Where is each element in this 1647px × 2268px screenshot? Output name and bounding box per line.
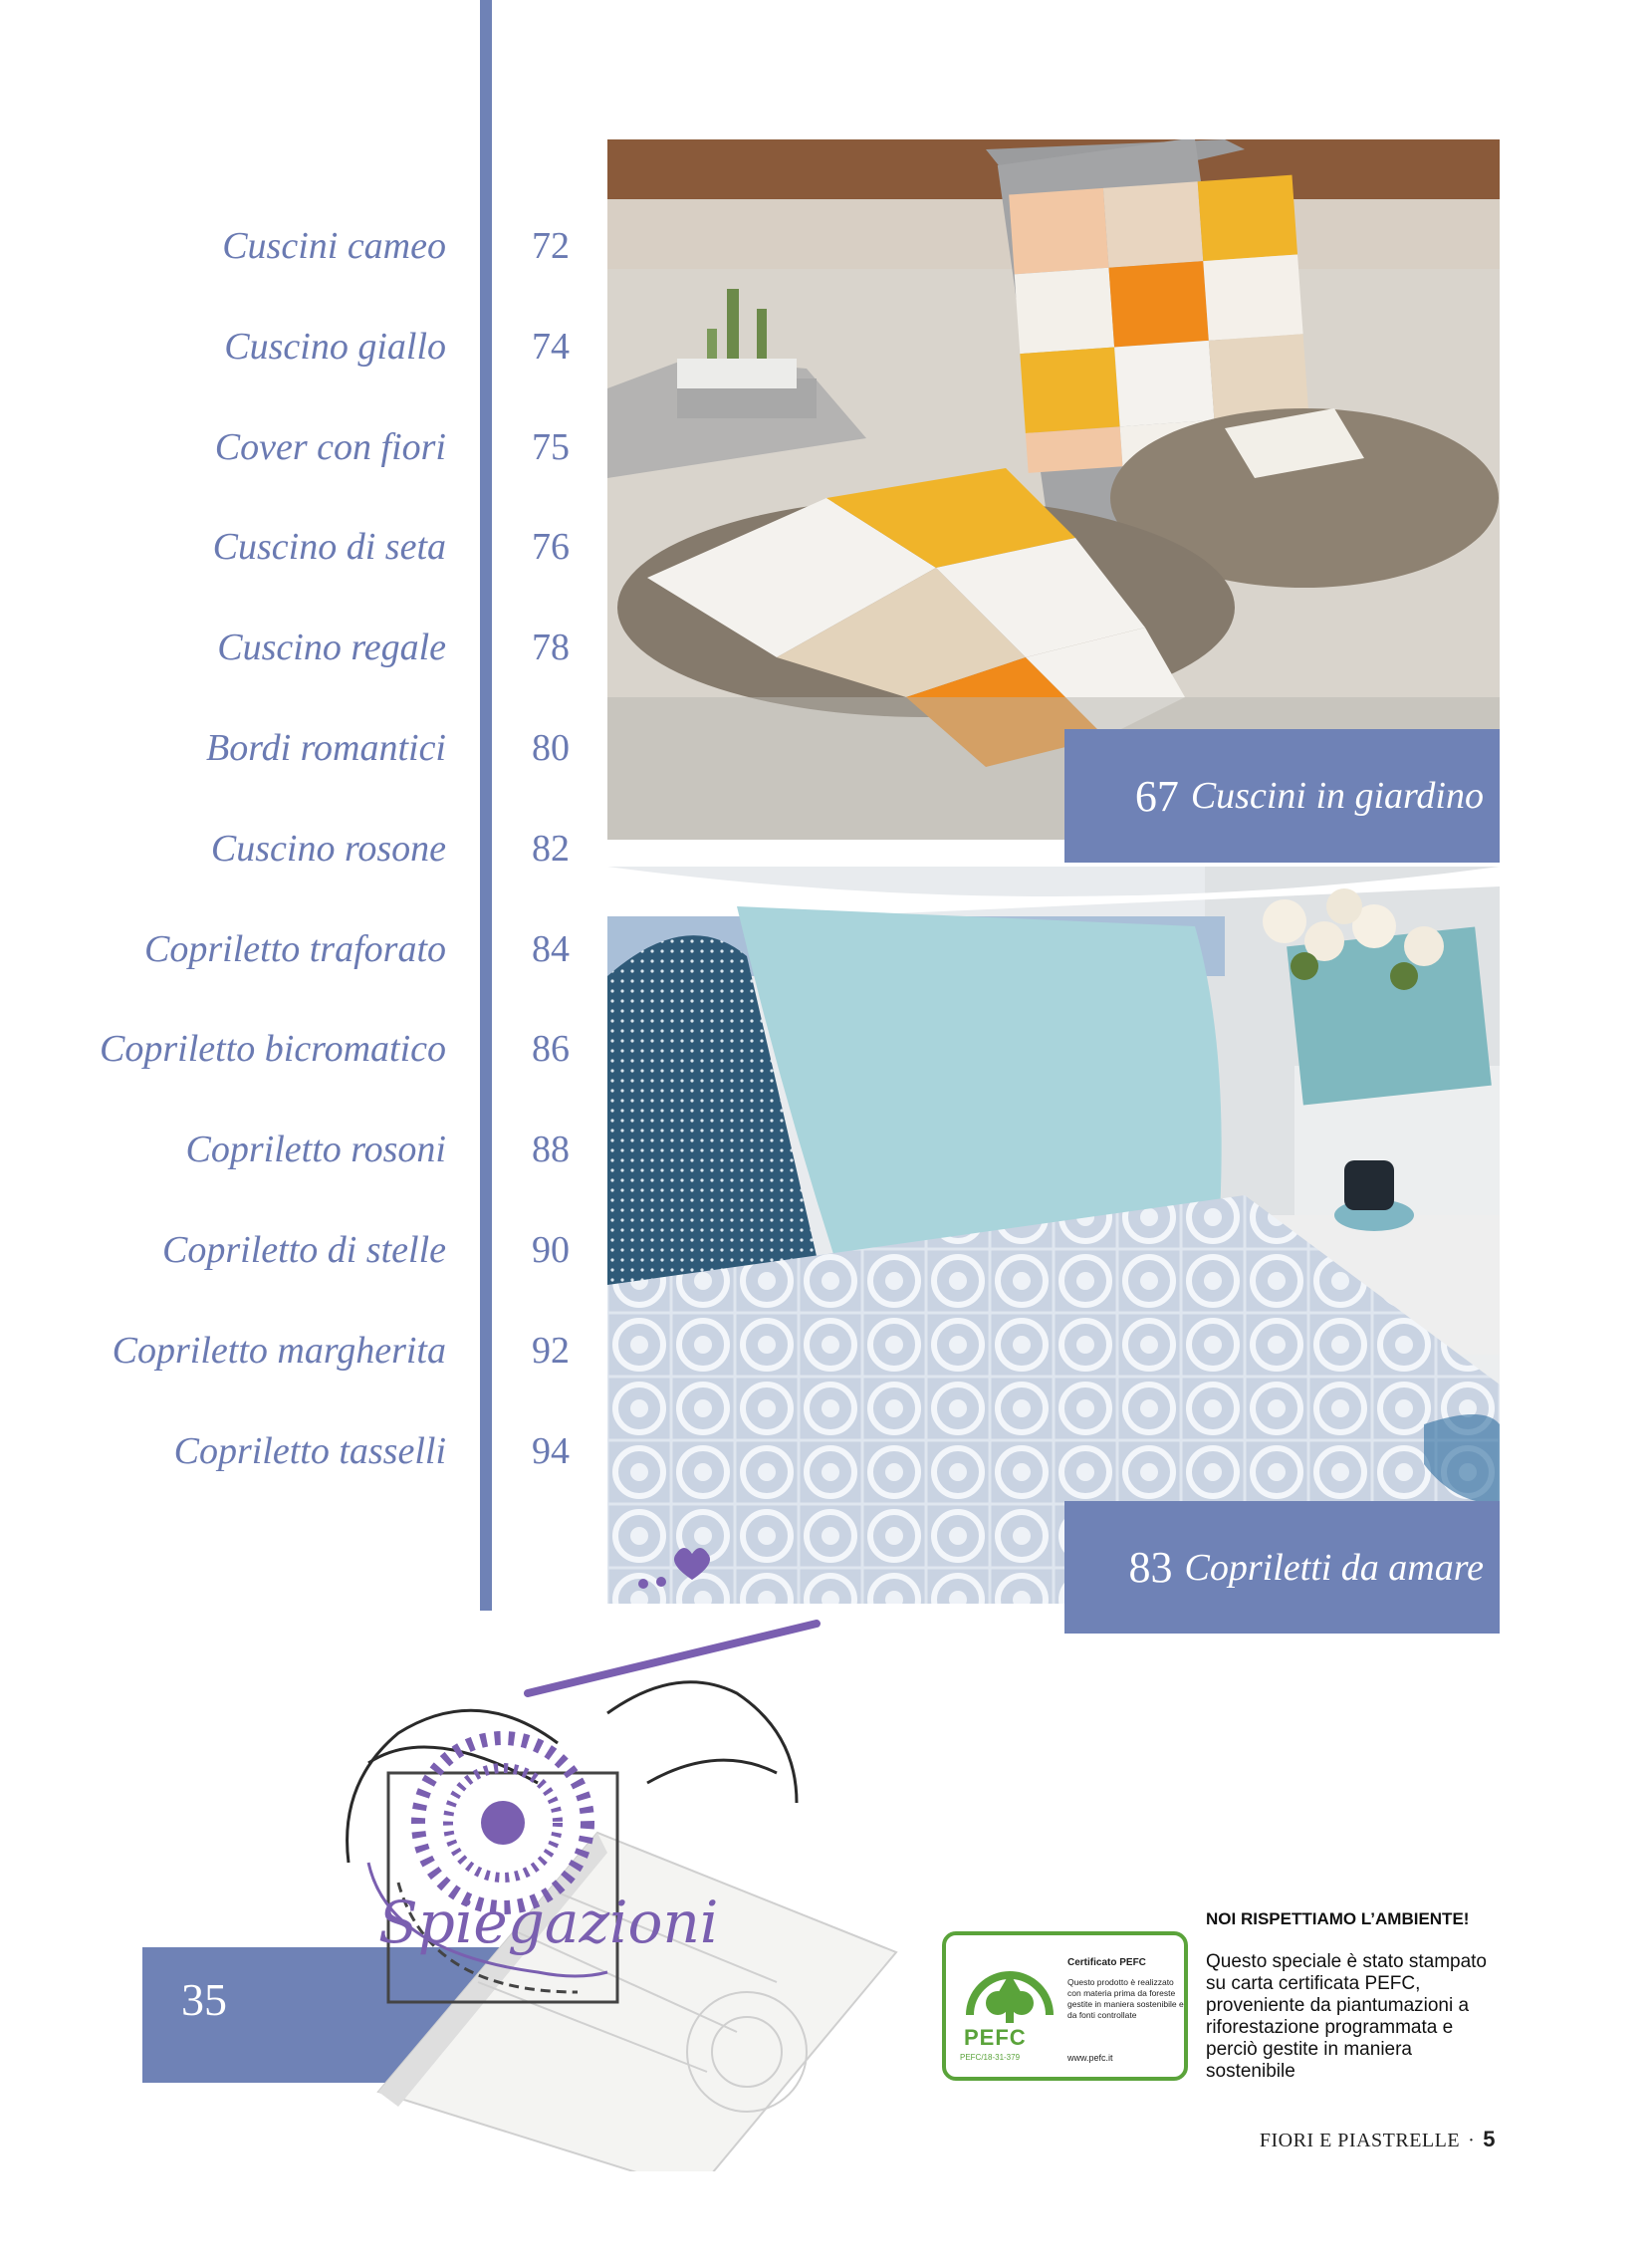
feature-title: Copriletti da amare xyxy=(1184,1546,1484,1589)
toc-item[interactable] xyxy=(0,325,597,384)
toc-item-page: 86 xyxy=(532,1028,570,1070)
footer-separator: · xyxy=(1468,2130,1476,2151)
toc-item[interactable] xyxy=(0,425,597,485)
page-number: 5 xyxy=(1483,2127,1496,2151)
toc-item[interactable] xyxy=(0,626,597,685)
pefc-description: Questo prodotto è realizzato con materia prima da foreste gestite in maniera sostenibile e da fonti controllate xyxy=(1067,1977,1184,2020)
toc-item[interactable] xyxy=(0,1329,597,1388)
feature-page-number: 83 xyxy=(1128,1543,1173,1592)
toc-item-title: Cuscino regale xyxy=(217,627,446,668)
toc-item-title: Cuscino di seta xyxy=(212,526,446,568)
toc-item-title: Copriletto tasselli xyxy=(173,1430,446,1472)
toc-item-page: 80 xyxy=(532,727,570,769)
feature-page-number: 67 xyxy=(1134,771,1179,821)
toc-item-title: Cuscini cameo xyxy=(222,225,446,267)
toc-item-page: 88 xyxy=(532,1129,570,1170)
toc-item[interactable] xyxy=(0,1128,597,1187)
explanations-page-number: 35 xyxy=(181,1974,227,2025)
page-footer xyxy=(1260,2127,1496,2152)
toc-item-title: Bordi romantici xyxy=(205,727,446,769)
toc-item-title: Copriletto rosoni xyxy=(185,1129,446,1170)
toc-item-title: Cuscino rosone xyxy=(210,828,446,870)
toc-item-page: 82 xyxy=(532,828,570,870)
toc-item[interactable] xyxy=(0,1027,597,1087)
pefc-certificate-badge xyxy=(942,1931,1188,2081)
bedspread-image xyxy=(607,867,1500,1604)
bedspread-photo[interactable] xyxy=(607,867,1500,1604)
toc-item-page: 75 xyxy=(532,426,570,468)
toc-item-title: Cuscino giallo xyxy=(224,326,446,368)
toc-item-page: 74 xyxy=(532,326,570,368)
toc-item-page: 72 xyxy=(532,225,570,267)
toc-item[interactable] xyxy=(0,726,597,786)
toc-item[interactable] xyxy=(0,224,597,284)
heart-icon xyxy=(674,1548,710,1580)
toc-item-title: Copriletto margherita xyxy=(112,1330,446,1372)
toc-item-page: 92 xyxy=(532,1330,570,1372)
toc-item-title: Copriletto di stelle xyxy=(162,1229,446,1271)
toc-item-page: 84 xyxy=(532,928,570,970)
explanations-label: Spiegazioni xyxy=(378,1889,719,1956)
toc-item-page: 90 xyxy=(532,1229,570,1271)
magazine-name: FIORI E PIASTRELLE xyxy=(1259,2130,1461,2151)
toc-item-page: 94 xyxy=(532,1430,570,1472)
toc-item-title: Cover con fiori xyxy=(214,426,446,468)
crochet-explanations-illustration xyxy=(279,1534,916,2171)
environment-text: Questo speciale è stato stampato su carta certificata PEFC, proveniente da piantumazioni a riforestazione programmata e perciò gestite in maniera sostenibile xyxy=(1206,1951,1487,2082)
toc-item[interactable] xyxy=(0,827,597,886)
toc-item[interactable] xyxy=(0,1429,597,1489)
toc-item-title: Copriletto traforato xyxy=(144,928,446,970)
toc-item[interactable] xyxy=(0,525,597,585)
feature-title: Cuscini in giardino xyxy=(1190,775,1484,817)
feature-caption[interactable] xyxy=(1064,1501,1500,1634)
toc-item-title: Copriletto bicromatico xyxy=(100,1028,446,1070)
toc-item-page: 78 xyxy=(532,627,570,668)
toc-item[interactable] xyxy=(0,927,597,987)
feature-caption[interactable] xyxy=(1064,729,1500,863)
toc-item-page: 76 xyxy=(532,526,570,568)
toc-item[interactable] xyxy=(0,1228,597,1288)
pefc-certificate-title: Certificato PEFC xyxy=(1067,1957,1146,1968)
pefc-website: www.pefc.it xyxy=(1067,2053,1113,2063)
pefc-brand: PEFC xyxy=(964,2025,1027,2050)
environment-title: NOI RISPETTIAMO L’AMBIENTE! xyxy=(1206,1909,1470,1928)
pefc-code: PEFC/18-31-379 xyxy=(960,2053,1021,2062)
